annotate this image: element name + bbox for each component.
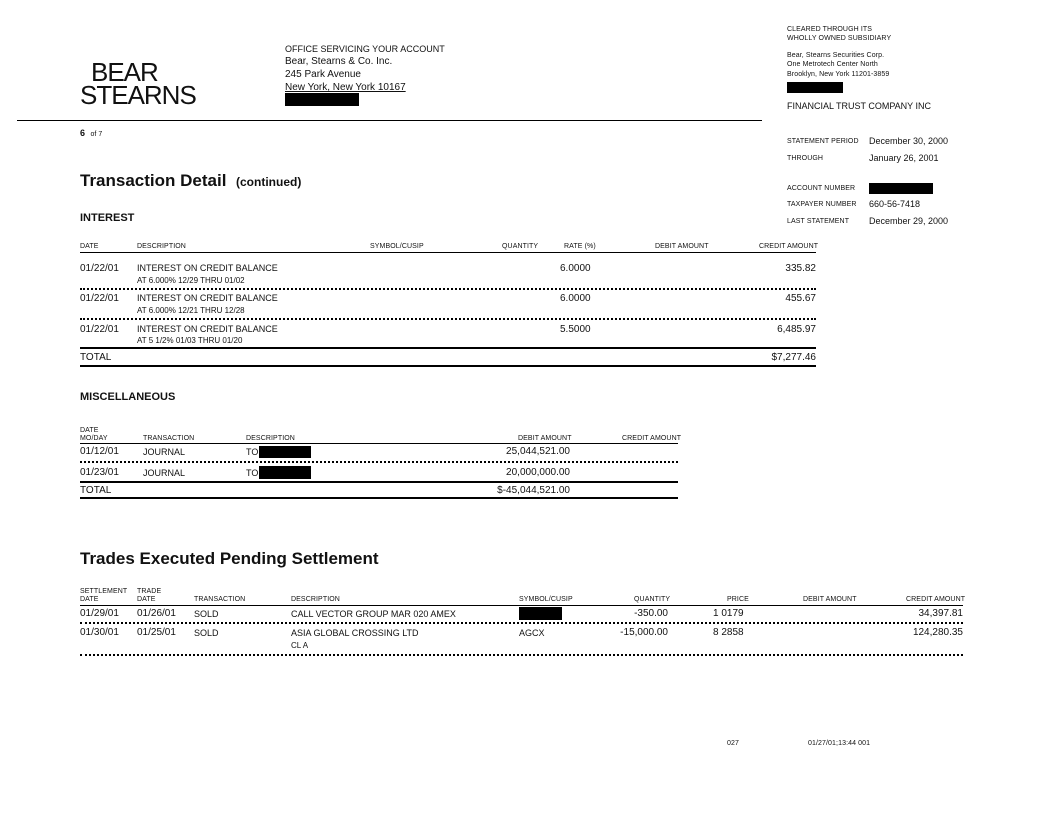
interest-total-value: $7,277.46 — [771, 352, 816, 363]
col-settlement: SETTLEMENT — [80, 588, 128, 595]
col-credit: CREDIT AMOUNT — [622, 435, 682, 442]
total-rule — [80, 347, 816, 349]
logo-stearns: STEARNS — [80, 80, 196, 110]
last-statement-value: December 29, 2000 — [869, 216, 949, 226]
table-row-rate: 6.0000 — [560, 263, 591, 274]
table-row-credit: 6,485.97 — [777, 324, 816, 335]
page-number: 6 — [80, 128, 86, 138]
table-row-desc: INTEREST ON CREDIT BALANCE — [137, 263, 278, 273]
clearing-line1: CLEARED THROUGH ITS — [787, 26, 873, 33]
table-row-date: 01/22/01 — [80, 263, 119, 274]
col-quantity: QUANTITY — [634, 596, 671, 603]
col-quantity: QUANTITY — [502, 243, 539, 250]
table-row-desc-detail: AT 6.000% 12/21 THRU 12/28 — [137, 306, 245, 315]
table-row-desc-detail: AT 6.000% 12/29 THRU 01/02 — [137, 276, 245, 285]
total-rule-bottom — [80, 365, 816, 367]
interest-total-label: TOTAL — [80, 352, 112, 363]
office-city: New York, New York 10167 — [285, 82, 406, 93]
through-label: THROUGH — [787, 155, 824, 162]
table-row-symbol: AGCX — [519, 628, 545, 638]
table-row-settle: 01/29/01 — [80, 608, 119, 619]
footer-code: 027 — [727, 740, 739, 747]
table-row-rate: 5.5000 — [560, 324, 591, 335]
table-row-desc: INTEREST ON CREDIT BALANCE — [137, 324, 278, 334]
taxpayer-value: 660-56-7418 — [869, 199, 921, 209]
redaction-block — [259, 466, 311, 479]
table-row-settle: 01/30/01 — [80, 627, 119, 638]
col-description: DESCRIPTION — [291, 596, 340, 603]
period-label: STATEMENT PERIOD — [787, 138, 859, 145]
table-row-trade: 01/25/01 — [137, 627, 176, 638]
col-debit: DEBIT AMOUNT — [655, 243, 709, 250]
table-row-credit: 34,397.81 — [918, 608, 963, 619]
col-trade-sub: DATE — [137, 596, 156, 603]
redaction-block — [787, 82, 843, 93]
col-transaction: TRANSACTION — [194, 596, 246, 603]
col-price: PRICE — [727, 596, 749, 603]
clearing-city: Brooklyn, New York 11201-3859 — [787, 71, 890, 78]
row-separator — [80, 654, 963, 656]
account-name: FINANCIAL TRUST COMPANY INC — [787, 101, 932, 111]
redaction-block — [285, 93, 359, 106]
total-rule-bottom — [80, 497, 678, 499]
trades-title: Trades Executed Pending Settlement — [80, 549, 379, 568]
logo-bear: BEAR — [91, 57, 158, 87]
row-separator — [80, 622, 963, 624]
row-separator — [80, 288, 816, 290]
table-row-desc: TO — [246, 447, 259, 457]
col-settlement-sub: DATE — [80, 596, 99, 603]
row-separator — [80, 461, 678, 463]
col-date: DATE — [80, 427, 99, 434]
interest-heading: INTEREST — [80, 212, 135, 224]
table-row-price: 8 2858 — [713, 627, 744, 638]
col-date-sub: MO/DAY — [80, 435, 108, 442]
table-row-transaction: JOURNAL — [143, 447, 186, 457]
account-number-label: ACCOUNT NUMBER — [787, 185, 856, 192]
table-row-transaction: SOLD — [194, 628, 219, 638]
col-description: DESCRIPTION — [246, 435, 295, 442]
col-trade: TRADE — [137, 588, 162, 595]
header-rule — [17, 120, 762, 121]
col-debit: DEBIT AMOUNT — [803, 596, 857, 603]
table-row-credit: 124,280.35 — [912, 627, 963, 638]
table-row-date: 01/23/01 — [80, 467, 119, 478]
table-row-debit: 20,000,000.00 — [506, 467, 570, 478]
office-street: 245 Park Avenue — [285, 69, 361, 80]
office-label: OFFICE SERVICING YOUR ACCOUNT — [285, 44, 445, 54]
clearing-name: Bear, Stearns Securities Corp. — [787, 52, 885, 59]
page-of: of 7 — [90, 131, 103, 138]
page-indicator — [80, 128, 102, 138]
office-name: Bear, Stearns & Co. Inc. — [285, 56, 393, 67]
table-row-price: 1 0179 — [713, 608, 744, 619]
page-title: Transaction Detail — [80, 171, 227, 190]
col-debit: DEBIT AMOUNT — [518, 435, 572, 442]
table-row-desc: ASIA GLOBAL CROSSING LTD — [291, 628, 419, 638]
clearing-street: One Metrotech Center North — [787, 61, 878, 68]
table-row-date: 01/22/01 — [80, 293, 119, 304]
trades-header-rule — [80, 605, 963, 606]
symbol-redaction — [519, 607, 562, 620]
col-date: DATE — [80, 243, 99, 250]
table-row-quantity: -350.00 — [634, 608, 668, 619]
misc-header-rule — [80, 443, 678, 444]
table-row-rate: 6.0000 — [560, 293, 591, 304]
col-symbol: SYMBOL/CUSIP — [519, 596, 573, 603]
page-title-suffix: (continued) — [236, 175, 302, 189]
misc-total-label: TOTAL — [80, 485, 112, 496]
table-row-quantity: -15,000.00 — [620, 627, 668, 638]
redaction-block — [259, 446, 311, 458]
table-row-desc-detail: CL A — [291, 641, 309, 650]
table-row-desc: INTEREST ON CREDIT BALANCE — [137, 293, 278, 303]
account-number-redaction — [869, 183, 933, 194]
misc-total-value: $-45,044,521.00 — [497, 485, 570, 496]
col-description: DESCRIPTION — [137, 243, 186, 250]
row-separator — [80, 318, 816, 320]
table-row-transaction: JOURNAL — [143, 468, 186, 478]
table-row-date: 01/22/01 — [80, 324, 119, 335]
table-row-trade: 01/26/01 — [137, 608, 176, 619]
table-row-desc: TO — [246, 468, 259, 478]
table-row-transaction: SOLD — [194, 609, 219, 619]
table-row-desc-detail: AT 5 1/2% 01/03 THRU 01/20 — [137, 336, 243, 345]
through-value: January 26, 2001 — [869, 153, 939, 163]
misc-heading: MISCELLANEOUS — [80, 391, 176, 403]
col-credit: CREDIT AMOUNT — [906, 596, 966, 603]
table-row-debit: 25,044,521.00 — [506, 446, 570, 457]
taxpayer-label: TAXPAYER NUMBER — [787, 201, 857, 208]
table-row-date: 01/12/01 — [80, 446, 119, 457]
last-statement-label: LAST STATEMENT — [787, 218, 850, 225]
clearing-line2: WHOLLY OWNED SUBSIDIARY — [787, 35, 892, 42]
col-symbol: SYMBOL/CUSIP — [370, 243, 424, 250]
total-rule — [80, 481, 678, 483]
table-row-credit: 455.67 — [785, 293, 816, 304]
footer-stamp: 01/27/01;13:44 001 — [808, 740, 871, 747]
interest-header-rule — [80, 252, 816, 253]
col-transaction: TRANSACTION — [143, 435, 195, 442]
col-rate: RATE (%) — [564, 243, 596, 250]
table-row-credit: 335.82 — [785, 263, 816, 274]
col-credit: CREDIT AMOUNT — [759, 243, 819, 250]
table-row-desc: CALL VECTOR GROUP MAR 020 AMEX — [291, 609, 456, 619]
period-value: December 30, 2000 — [869, 136, 949, 146]
